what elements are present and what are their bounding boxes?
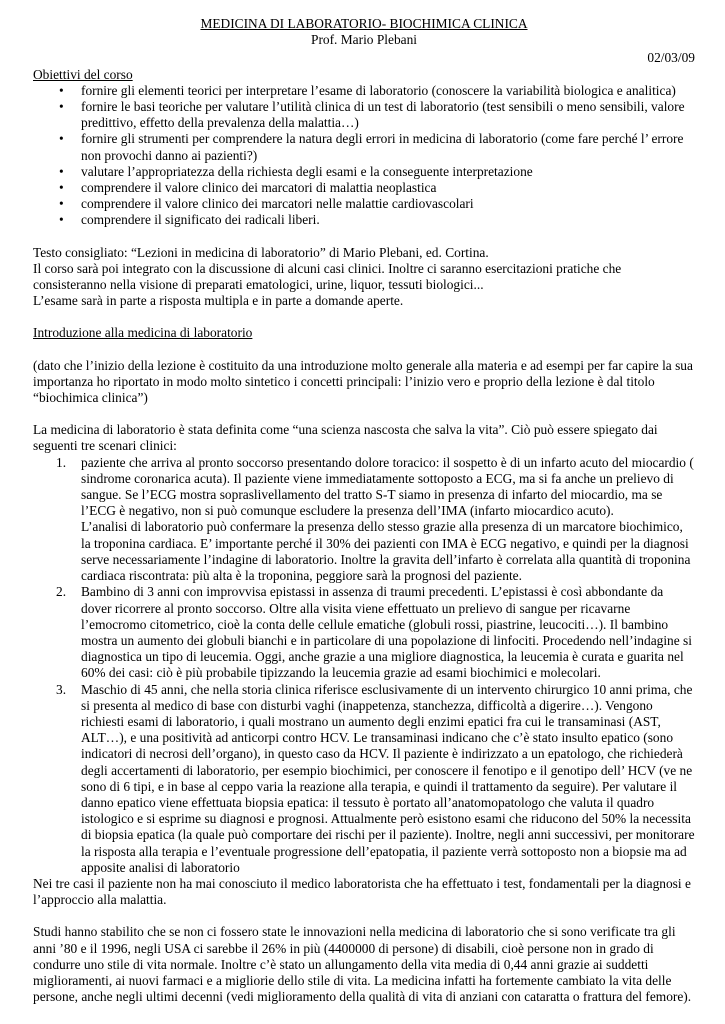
case-number: 3. — [56, 681, 67, 697]
list-item: • fornire le basi teoriche per valutare l’utilità clinica di un test di laboratorio (test sensibili o meno sensibili, valore predittivo, effetto della prevalenza della malattia…) — [81, 99, 695, 131]
list-item: • comprendere il significato dei radicali liberi. — [81, 212, 695, 228]
after-cases-paragraph: Nei tre casi il paziente non ha mai conosciuto il medico laboratorista che ha effettuato i test, fondamentali per la diagnosi e l’approccio alla malattia. — [33, 875, 691, 908]
case-text: Bambino di 3 anni con improvvisa epistassi in assenza di traumi precedenti. L’epistassi è così abbondante da dover ricorrere al pronto soccorso. Oltre alla visita viene effettuato un prelievo di sangue per ricavarne l’emocromo citometrico, cioè la conta delle cellule ematiche (globuli rossi, piastrine, leucociti…). Il bambino mostra un aumento dei globuli bianchi e in particolare di una popolazione di linfociti. Procedendo nell’indagine si diagnostica un tipo di leucemia. Oggi, anche grazie a una migliore diagnostica, la leucemia è curata e guarita nel 60% dei casi: ciò è più probabile tipizzando la leucemia grazie ad esami biochimici e molecolari. — [81, 584, 692, 681]
case-text: Maschio di 45 anni, che nella storia clinica riferisce esclusivamente di un intervento chirurgico 10 anni prima, che si presenta al medico di base con disturbi vaghi (inappetenza, stanchezza, difficoltà a digerire…). Vengono richiesti esami di laboratorio, i quali mostrano un aumento degli enzimi epatici fra cui le transaminasi (AST, ALT…), e una positività ad anticorpi contro HCV. Le transaminasi indicano che c’è stato insulto epatico (sono indicatori di necrosi dell’organo), in questo caso da HCV. Il paziente è indirizzato a un epatologo, che richiederà degli accertamenti di laboratorio, per esempio biochimici, per conoscere il fenotipo e il genotipo dell’ HCV (ve ne sono di 6 tipi, e in base al ceppo varia la reazione alla terapia, e quindi il trattamento da seguire). Per valutare il danno epatico viene effettuata biopsia epatica: il tessuto è portato all’anatomopatologo che valuta il quadro istologico e si esprime su diagnosi e prognosi. Attualmente però esistono esami che riducono del 50% la necessita di biopsia epatica (la quale può comportare dei rischi per il paziente). Inoltre, negli anni successivi, per monitorare la risposta alla terapia e l’eventuale progressione dell’epatopatia, il paziente verrà sottoposto non a biopsie ma ad apposite analisi di laboratorio — [81, 681, 695, 875]
list-item: • comprendere il valore clinico dei marcatori di malattia neoplastica — [81, 180, 695, 196]
document-page — [33, 16, 695, 1005]
list-item: • comprendere il valore clinico dei marcatori nelle malattie cardiovascolari — [81, 196, 695, 212]
intro-heading: Introduzione alla medicina di laboratorio — [33, 325, 253, 341]
intro-lead-paragraph: La medicina di laboratorio è stata definita come “una scienza nascosta che salva la vita”. Ciò può essere spiegato dai seguenti tre scenari clinici: — [33, 422, 658, 454]
course-info-paragraph: Testo consigliato: “Lezioni in medicina di laboratorio” di Mario Plebani, ed. Cortina. Il corso sarà poi integrato con la discussione di alcuni casi clinici. Inoltre ci saranno esercitazioni pratiche che consisteranno nella visione di preparati ematologici, urine, liquor, tessuti biologici... L’esame sarà in parte a risposta multipla e in parte a domande aperte. — [33, 244, 622, 309]
document-author: Prof. Mario Plebani — [311, 32, 417, 48]
objectives-list — [33, 83, 695, 229]
document-date: 02/03/09 — [647, 50, 695, 66]
list-item: • fornire gli elementi teorici per interpretare l’esame di laboratorio (conoscere la variabilità biologica e analitica) — [81, 83, 695, 99]
studies-paragraph: Studi hanno stabilito che se non ci fossero state le innovazioni nella medicina di laboratorio che si sono verificate tra gli anni ’80 e il 1996, negli USA ci sarebbe il 26% in più (4400000 di persone) di disabili, cioè persone non in grado di condurre uno stile di vita normale. Inoltre c’è stato un allungamento della vita media di 0,44 anni grazie ai suddetti miglioramenti, ai nuovi farmaci e a migliorie dello stile di vita. La medicina infatti ha fortemente cambiato la vita delle persone, anche negli ultimi decenni (vedi miglioramento della qualità di vita di anziani con cataratta o frattura del femore). — [33, 924, 692, 1005]
document-title: MEDICINA DI LABORATORIO- BIOCHIMICA CLINICA — [200, 16, 528, 31]
list-item — [56, 454, 695, 585]
case-number: 2. — [56, 584, 67, 600]
clinical-cases-list — [33, 455, 695, 876]
list-item — [56, 681, 695, 876]
list-item — [56, 584, 695, 681]
objectives-heading: Obiettivi del corso — [33, 66, 133, 82]
list-item: • fornire gli strumenti per comprendere la natura degli errori in medicina di laboratorio (come fare perché l’ errore non provochi danno ai pazienti?) — [81, 131, 695, 163]
case-text: paziente che arriva al pronto soccorso presentando dolore toracico: il sospetto è di un infarto acuto del miocardio ( sindrome coronarica acuta). Il paziente viene immediatamente sottoposto a ECG, ma si fa anche un prelievo di sangue. Se l’ECG mostra sopraslivellamento del tratto S-T siamo in presenza di infarto del miocardio, ma se l’ECG è negativo, non si può comunque escludere la presenza dell’IMA (infarto miocardico acuto). L’analisi di laboratorio può confermare la presenza dello stesso grazie alla presenza di un marcatore biochimico, la troponina cardiaca. E’ importante perché il 30% dei pazienti con IMA è ECG negativo, e quindi per la diagnosi serve necessariamente l’indagine di laboratorio. Inoltre la gravita dell’infarto è correlata alla quantità di troponina cardiaca riscontrata: più alta è la troponina, peggiore sarà la prognosi del paziente. — [81, 454, 694, 584]
intro-note-paragraph: (dato che l’inizio della lezione è costituito da una introduzione molto generale alla materia e ad esempi per far capire la sua importanza ho riportato in modo molto sintetico i concetti principali: l’inizio vero e proprio della lezione è dal titolo “biochimica clinica”) — [33, 357, 693, 406]
list-item: • valutare l’appropriatezza della richiesta degli esami e la conseguente interpretazione — [81, 164, 695, 180]
case-number: 1. — [56, 454, 67, 470]
